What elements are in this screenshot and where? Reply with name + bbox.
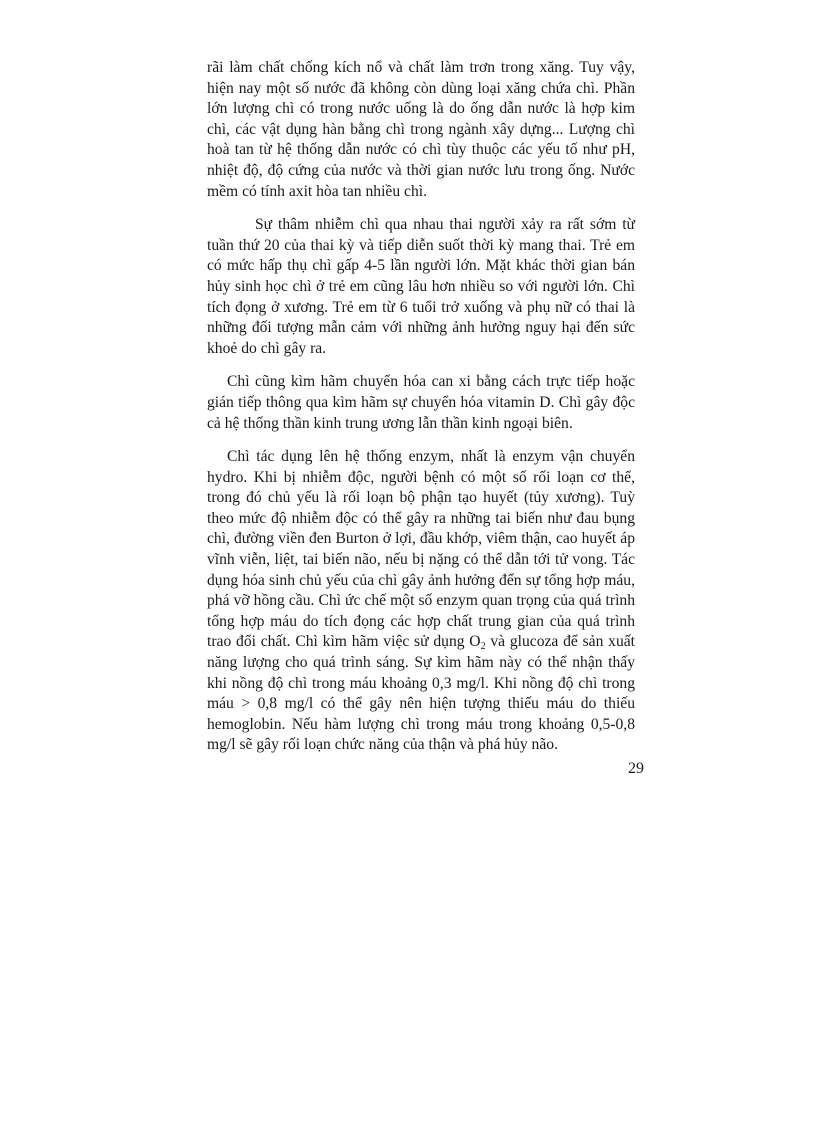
body-text (207, 58, 635, 769)
paragraph-lead-in-gasoline: rãi làm chất chống kích nổ và chất làm trơn trong xăng. Tuy vậy, hiện nay một số nước đã không còn dùng loại xăng chứa chì. Phần lớn lượng chì có trong nước uống là do ống dẫn nước là hợp kim chì, các vật dụng hàn bằng chì trong ngành xây dựng... Lượng chì hoà tan từ hệ thống dẫn nước có chì tùy thuộc các yếu tố như pH, nhiệt độ, độ cứng của nước và thời gian nước lưu trong ống. Nước mềm có tính axit hòa tan nhiều chì. (207, 59, 635, 200)
enzyme-text-part-1: Chì tác dụng lên hệ thống enzym, nhất là enzym vận chuyển hydro. Khi bị nhiễm độc, người bệnh có một số rối loạn cơ thể, trong đó chủ yếu là rối loạn bộ phận tạo huyết (tủy xương). Tuỳ theo mức độ nhiễm độc có thể gây ra những tai biến như đau bụng chì, đường viền đen Burton ở lợi, đầu khớp, viêm thận, cao huyết áp vĩnh viễn, liệt, tai biến não, nếu bị nặng có thể dẫn tới tử vong. Tác dụng hóa sinh chủ yếu của chì gây ảnh hưởng đến sự tổng hợp máu, phá vỡ hồng cầu. Chì ức chế một số enzym quan trọng của quá trình tổng hợp máu do tích đọng các hợp chất trung gian của quá trình trao đổi chất. Chì kìm hãm việc sử dụng O (207, 448, 635, 651)
paragraph-placental-exposure: Sự thâm nhiễm chì qua nhau thai người xảy ra rất sớm từ tuần thứ 20 của thai kỳ và tiếp diễn suốt thời kỳ mang thai. Trẻ em có mức hấp thụ chì gấp 4-5 lần người lớn. Mặt khác thời gian bán hủy sinh học chì ở trẻ em cũng lâu hơn nhiều so với người lớn. Chì tích đọng ở xương. Trẻ em từ 6 tuổi trở xuống và phụ nữ có thai là những đối tượng mẫn cảm với những ảnh hưởng nguy hại đến sức khoẻ do chì gây ra. (207, 216, 635, 357)
paragraph-calcium-metabolism: Chì cũng kìm hãm chuyển hóa can xi bằng cách trực tiếp hoặc gián tiếp thông qua kìm hãm sự chuyển hóa vitamin D. Chì gây độc cả hệ thống thần kinh trung ương lẫn thần kinh ngoại biên. (207, 373, 635, 432)
enzyme-text-part-2: và glucoza để sản xuất năng lượng cho quá trình sáng. Sự kìm hãm này có thể nhận thấy khi nồng độ chì trong máu khoảng 0,3 mg/l. Khi nồng độ chì trong máu > 0,8 mg/l có thể gây nên hiện tượng thiếu máu do thiếu hemoglobin. Nếu hàm lượng chì trong máu trong khoảng 0,5-0,8 mg/l sẽ gây rối loạn chức năng của thận và phá hủy não. (207, 633, 635, 754)
paragraph-enzyme-effects (207, 447, 635, 756)
oxygen-subscript: 2 (480, 641, 486, 653)
page-number: 29 (628, 760, 644, 777)
